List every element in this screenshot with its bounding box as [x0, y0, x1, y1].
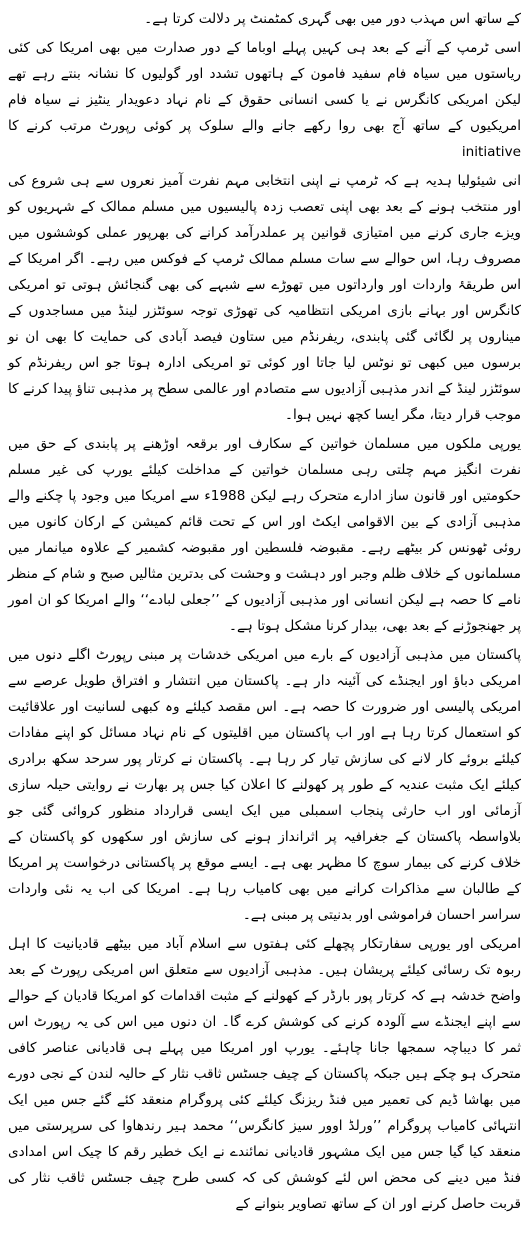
article-paragraph-1: کے ساتھ اس مہذب دور میں بھی گہری کمٹمنٹ پر دلالت کرتا ہے۔: [144, 11, 521, 27]
article-paragraph-5: پاکستان میں مذہبی آزادیوں کے بارے میں امریکی خدشات پر مبنی رپورٹ اگلے دنوں میں امریکی دباؤ اور ایجنڈے کی آئینہ دار ہے۔ پاکستان میں انتشار و افتراق طویل عرصے سے امریکی پالیسی اور ضرورت کا حصہ ہے۔ اس مقصد کیلئے وہ کبھی لسانیت اور علاقائیت کو استعمال کرتا رہا ہے اور اب پاکستان میں اقلیتوں کے نام نہاد مسائل کو اپنے مفادات کیلئے بروئے کار لانے کی سازش تیار کر رہا ہے۔ پاکستان نے کرتار پور سرحد سکھ برادری کیلئے ایک مثبت عندیہ کے طور پر کھولنے کا اعلان کیا جس پر بھارت نے روایتی حیلہ سازی آزمائی اور اب حارثی پنجاب اسمبلی میں ایک ایسی قرارداد منظور کروائی گئی جو بلاواسطہ پاکستان کے جغرافیہ پر اثرانداز ہونے کی سازش اور سکھوں کو پاکستان کے خلاف کرنے کی بیمار سوچ کا مظہر بھی ہے۔ ایسے موقع پر پاکستانی درخواست پر امریکا کے طالبان سے مذاکرات کرانے میں بھی کامیاب رہا ہے۔ امریکا کی اب یہ نئی واردات سراسر احسان فراموشی اور بدنیتی پر مبنی ہے۔: [8, 647, 521, 923]
article-paragraph-6: امریکی اور یورپی سفارتکار پچھلے کئی ہفتوں سے اسلام آباد میں بیٹھے قادیانیت کا اہل ربوہ تک رسائی کیلئے پریشان ہیں۔ مذہبی آزادیوں سے متعلق اس امریکی رپورٹ کے بعد واضح خدشہ ہے کہ کرتار پور بارڈر کے کھولنے کے مثبت اقدامات کو امریکا قادیان کے حوالے سے اپنے ایجنڈے سے آلودہ کرنے کی کوشش کرے گا۔ ان دنوں میں اس کی یہ رپورٹ اس ثمر کا دیباچہ سمجھا جانا چاہئے۔ یورپ اور امریکا میں پہلے ہی قادیانی عناصر کافی متحرک ہو چکے ہیں جبکہ پاکستان کے چیف جسٹس ثاقب نثار کے حالیہ لندن کے نجی دورے میں بھاشا ڈیم کی تعمیر میں فنڈ ریزنگ کیلئے کئی پروگرام منعقد کئے گئے جس میں ایک انتہائی کامیاب پروگرام ’’ورلڈ اوور سیز کانگرس‘‘ محمد ہیر رندھاوا کی سرپرستی میں منعقد کیا گیا جس میں ایک مشہور قادیانی نمائندے نے ایک خطیر رقم کا چیک اس امدادی فنڈ میں دینے کی محض اس لئے کوشش کی کہ کسی طرح چیف جسٹس ثاقب نثار کی قربت حاصل کرنے اور ان کے ساتھ تصاویر بنوانے کے: [8, 936, 521, 1212]
article-paragraph-4: یورپی ملکوں میں مسلمان خواتین کے سکارف اور برقعہ اوڑھنے پر پابندی کے حق میں نفرت انگیز مہم چلتی رہی مسلمان خواتین کے مداخلت کیلئے یورپ کی غیر مسلم حکومتیں اور قانون ساز ادارے متحرک رہے لیکن 1988ء سے امریکا میں وجود پا چکنے والے مذہبی آزادی کے بین الاقوامی ایکٹ اور اس کے تحت قائم کمیشن کے ارکان کانوں میں روئی ٹھونس کر بیٹھے رہے۔ مقبوضہ فلسطین اور مقبوضہ کشمیر کے علاوہ میانمار میں مسلمانوں کے خلاف ظلم وجبر اور دہشت و وحشت کی بدترین مثالیں صبح و شام کے منظر نامے کا حصہ ہے لیکن انسانی اور مذہبی آزادیوں کے ’’جعلی لبادے‘‘ والے امریکا کو ان امور پر جھنجوڑنے کے بعد بھی، بیدار کرنا مشکل ہوتا ہے۔: [8, 436, 521, 634]
article-paragraph-3: انی شیئولیا ہدیہ ہے کہ ٹرمپ نے اپنی انتخابی مہم نفرت آمیز نعروں سے ہی شروع کی اور منتخب ہونے کے بعد بھی اپنی تعصب زدہ پالیسیوں میں مسلم ممالک کے شہریوں کو ویزے جاری کرنے میں امتیازی قوانین پر عملدرآمد کرانے کی بھرپور عملی کوششوں میں مصروف رہا، اس حوالے سے سات مسلم ممالک ٹرمپ کے فوکس میں رہے۔ اگر امریکا کے اس طریقۂ واردات اور وارداتوں میں تھوڑے سے شبہے کی بھی گنجائش ہوتی تو امریکی کانگرس اور بہانے بازی امریکی انتظامیہ کی تھوڑی توجہ سوئٹزر لینڈ میں مساجدوں کے میناروں پر لگائی گئی پابندی، ریفرنڈم میں ستاون فیصد آبادی کی حمایت کا بھی ان نو برسوں میں کبھی تو نوٹس لیا جاتا اور کوئی تو امریکی ادارہ ہوتا جو اس ریفرنڈم کو سوئٹزر لینڈ کے اندر مذہبی آزادیوں سے متصادم اور عالمی سطح پر مذہبی تناؤ پیدا کرنے کا موجب قرار دیتا، مگر ایسا کچھ نہیں ہوا۔: [8, 173, 521, 423]
article-paragraph-2: اسی ٹرمپ کے آنے کے بعد ہی کہیں پہلے اوباما کے دور صدارت میں بھی امریکا کی کئی ریاستوں میں سیاہ فام سفید فامون کے ہاتھوں تشدد اور گولیوں کا نشانہ بنتے رہے تھے لیکن امریکی کانگرس نے یا کسی انسانی حقوق کے نام نہاد دعویدار ینٹیز نے سیاہ فام امریکیوں کے ساتھ آج بھی روا رکھے جانے والے سلوک پر کوئی رپورٹ مرتب کرنے کا initiative: [8, 40, 521, 160]
